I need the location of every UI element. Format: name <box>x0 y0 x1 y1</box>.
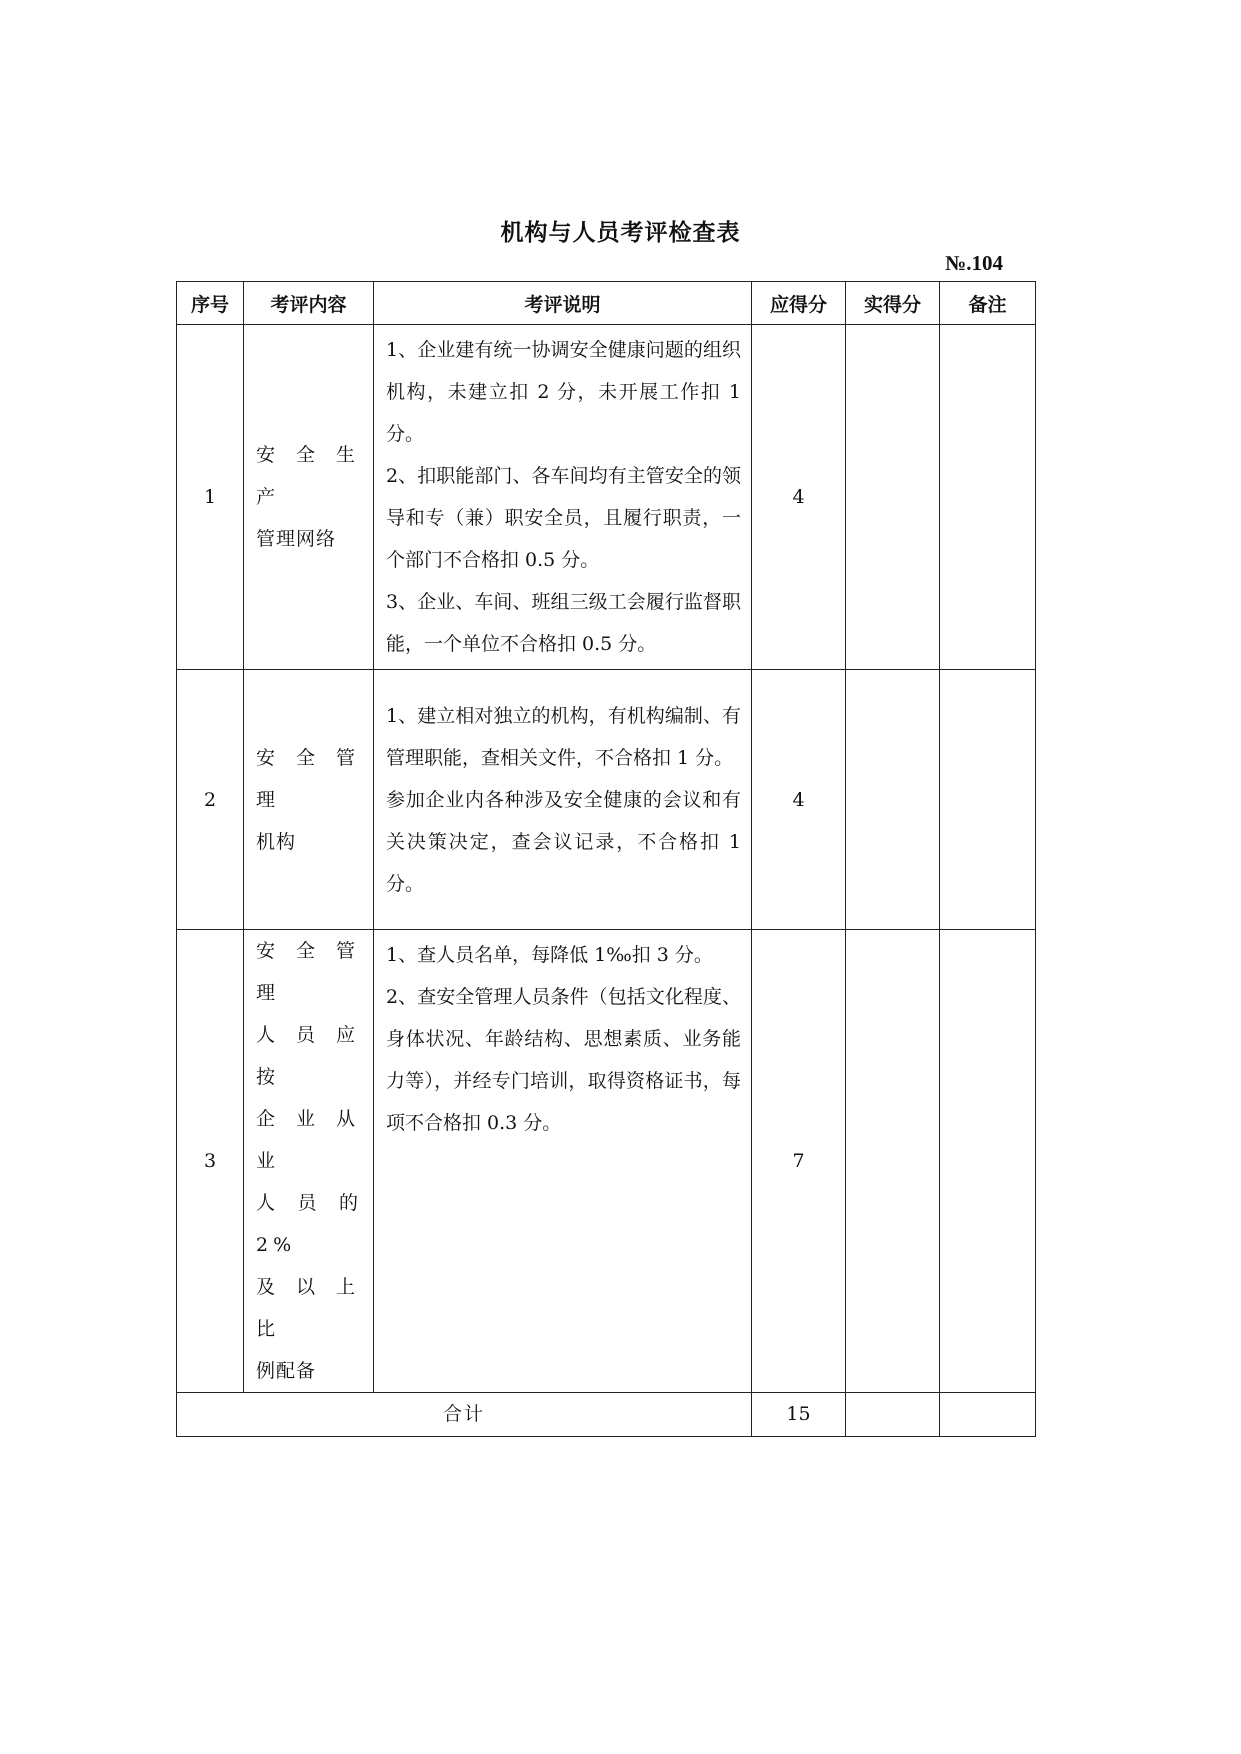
item-line: 安全管理 <box>256 940 363 1004</box>
total-due-score: 15 <box>752 1393 846 1437</box>
description-cell <box>374 670 752 930</box>
due-score: 4 <box>752 325 846 670</box>
description-paragraph: 2、扣职能部门、各车间均有主管安全的领导和专（兼）职安全员，且履行职责，一个部门不合格扣 0.5 分。 <box>386 465 741 571</box>
total-actual-score-field[interactable] <box>846 1393 940 1437</box>
table-row <box>177 325 1036 670</box>
description-paragraph: 参加企业内各种涉及安全健康的会议和有关决策决定，查会议记录，不合格扣 1 分。 <box>386 788 741 895</box>
actual-score-field[interactable] <box>846 325 940 670</box>
description-paragraph: 1、查人员名单，每降低 1‰扣 3 分。 <box>386 944 713 966</box>
table-header-row <box>177 282 1036 325</box>
total-label: 合计 <box>177 1393 752 1437</box>
table-row <box>177 670 1036 930</box>
remark-field[interactable] <box>940 325 1036 670</box>
total-row <box>177 1393 1036 1437</box>
row-number: 2 <box>177 670 244 930</box>
actual-score-field[interactable] <box>846 670 940 930</box>
page-title: 机构与人员考评检查表 <box>500 220 741 246</box>
item-line: 及以上比 <box>256 1276 363 1340</box>
due-score: 7 <box>752 930 846 1393</box>
header-due-score: 应得分 <box>752 282 846 325</box>
description-cell <box>374 325 752 670</box>
description-cell <box>374 930 752 1393</box>
actual-score-field[interactable] <box>846 930 940 1393</box>
item-line: 企业从业 <box>256 1108 363 1172</box>
item-cell <box>244 930 374 1393</box>
evaluation-table <box>176 281 1036 1437</box>
total-remark-field[interactable] <box>940 1393 1036 1437</box>
header-no: 序号 <box>177 282 244 325</box>
header-actual-score: 实得分 <box>846 282 940 325</box>
due-score: 4 <box>752 670 846 930</box>
item-line: 人员的 2% <box>256 1192 363 1256</box>
item-line: 机构 <box>256 830 297 853</box>
item-cell <box>244 670 374 930</box>
description-paragraph: 1、企业建有统一协调安全健康问题的组织机构，未建立扣 2 分，未开展工作扣 1 分。 <box>386 339 741 445</box>
row-number: 3 <box>177 930 244 1393</box>
row-number: 1 <box>177 325 244 670</box>
description-paragraph: 2、查安全管理人员条件（包括文化程度、身体状况、年龄结构、思想素质、业务能力等），并经专门培训，取得资格证书，每项不合格扣 0.3 分。 <box>386 986 741 1134</box>
table-row <box>177 930 1036 1393</box>
item-line: 人员应按 <box>256 1024 363 1088</box>
description-paragraph: 3、企业、车间、班组三级工会履行监督职能，一个单位不合格扣 0.5 分。 <box>386 591 741 655</box>
item-line: 安全管理 <box>256 746 363 811</box>
header-remark: 备注 <box>940 282 1036 325</box>
header-item: 考评内容 <box>244 282 374 325</box>
header-desc: 考评说明 <box>374 282 752 325</box>
item-cell <box>244 325 374 670</box>
item-line: 安全生产 <box>256 444 363 508</box>
description-paragraph: 1、建立相对独立的机构，有机构编制、有管理职能，查相关文件，不合格扣 1 分。 <box>386 704 741 769</box>
remark-field[interactable] <box>940 670 1036 930</box>
item-line: 管理网络 <box>256 528 337 550</box>
document-number: №.104 <box>945 251 1003 275</box>
item-line: 例配备 <box>256 1360 317 1382</box>
remark-field[interactable] <box>940 930 1036 1393</box>
